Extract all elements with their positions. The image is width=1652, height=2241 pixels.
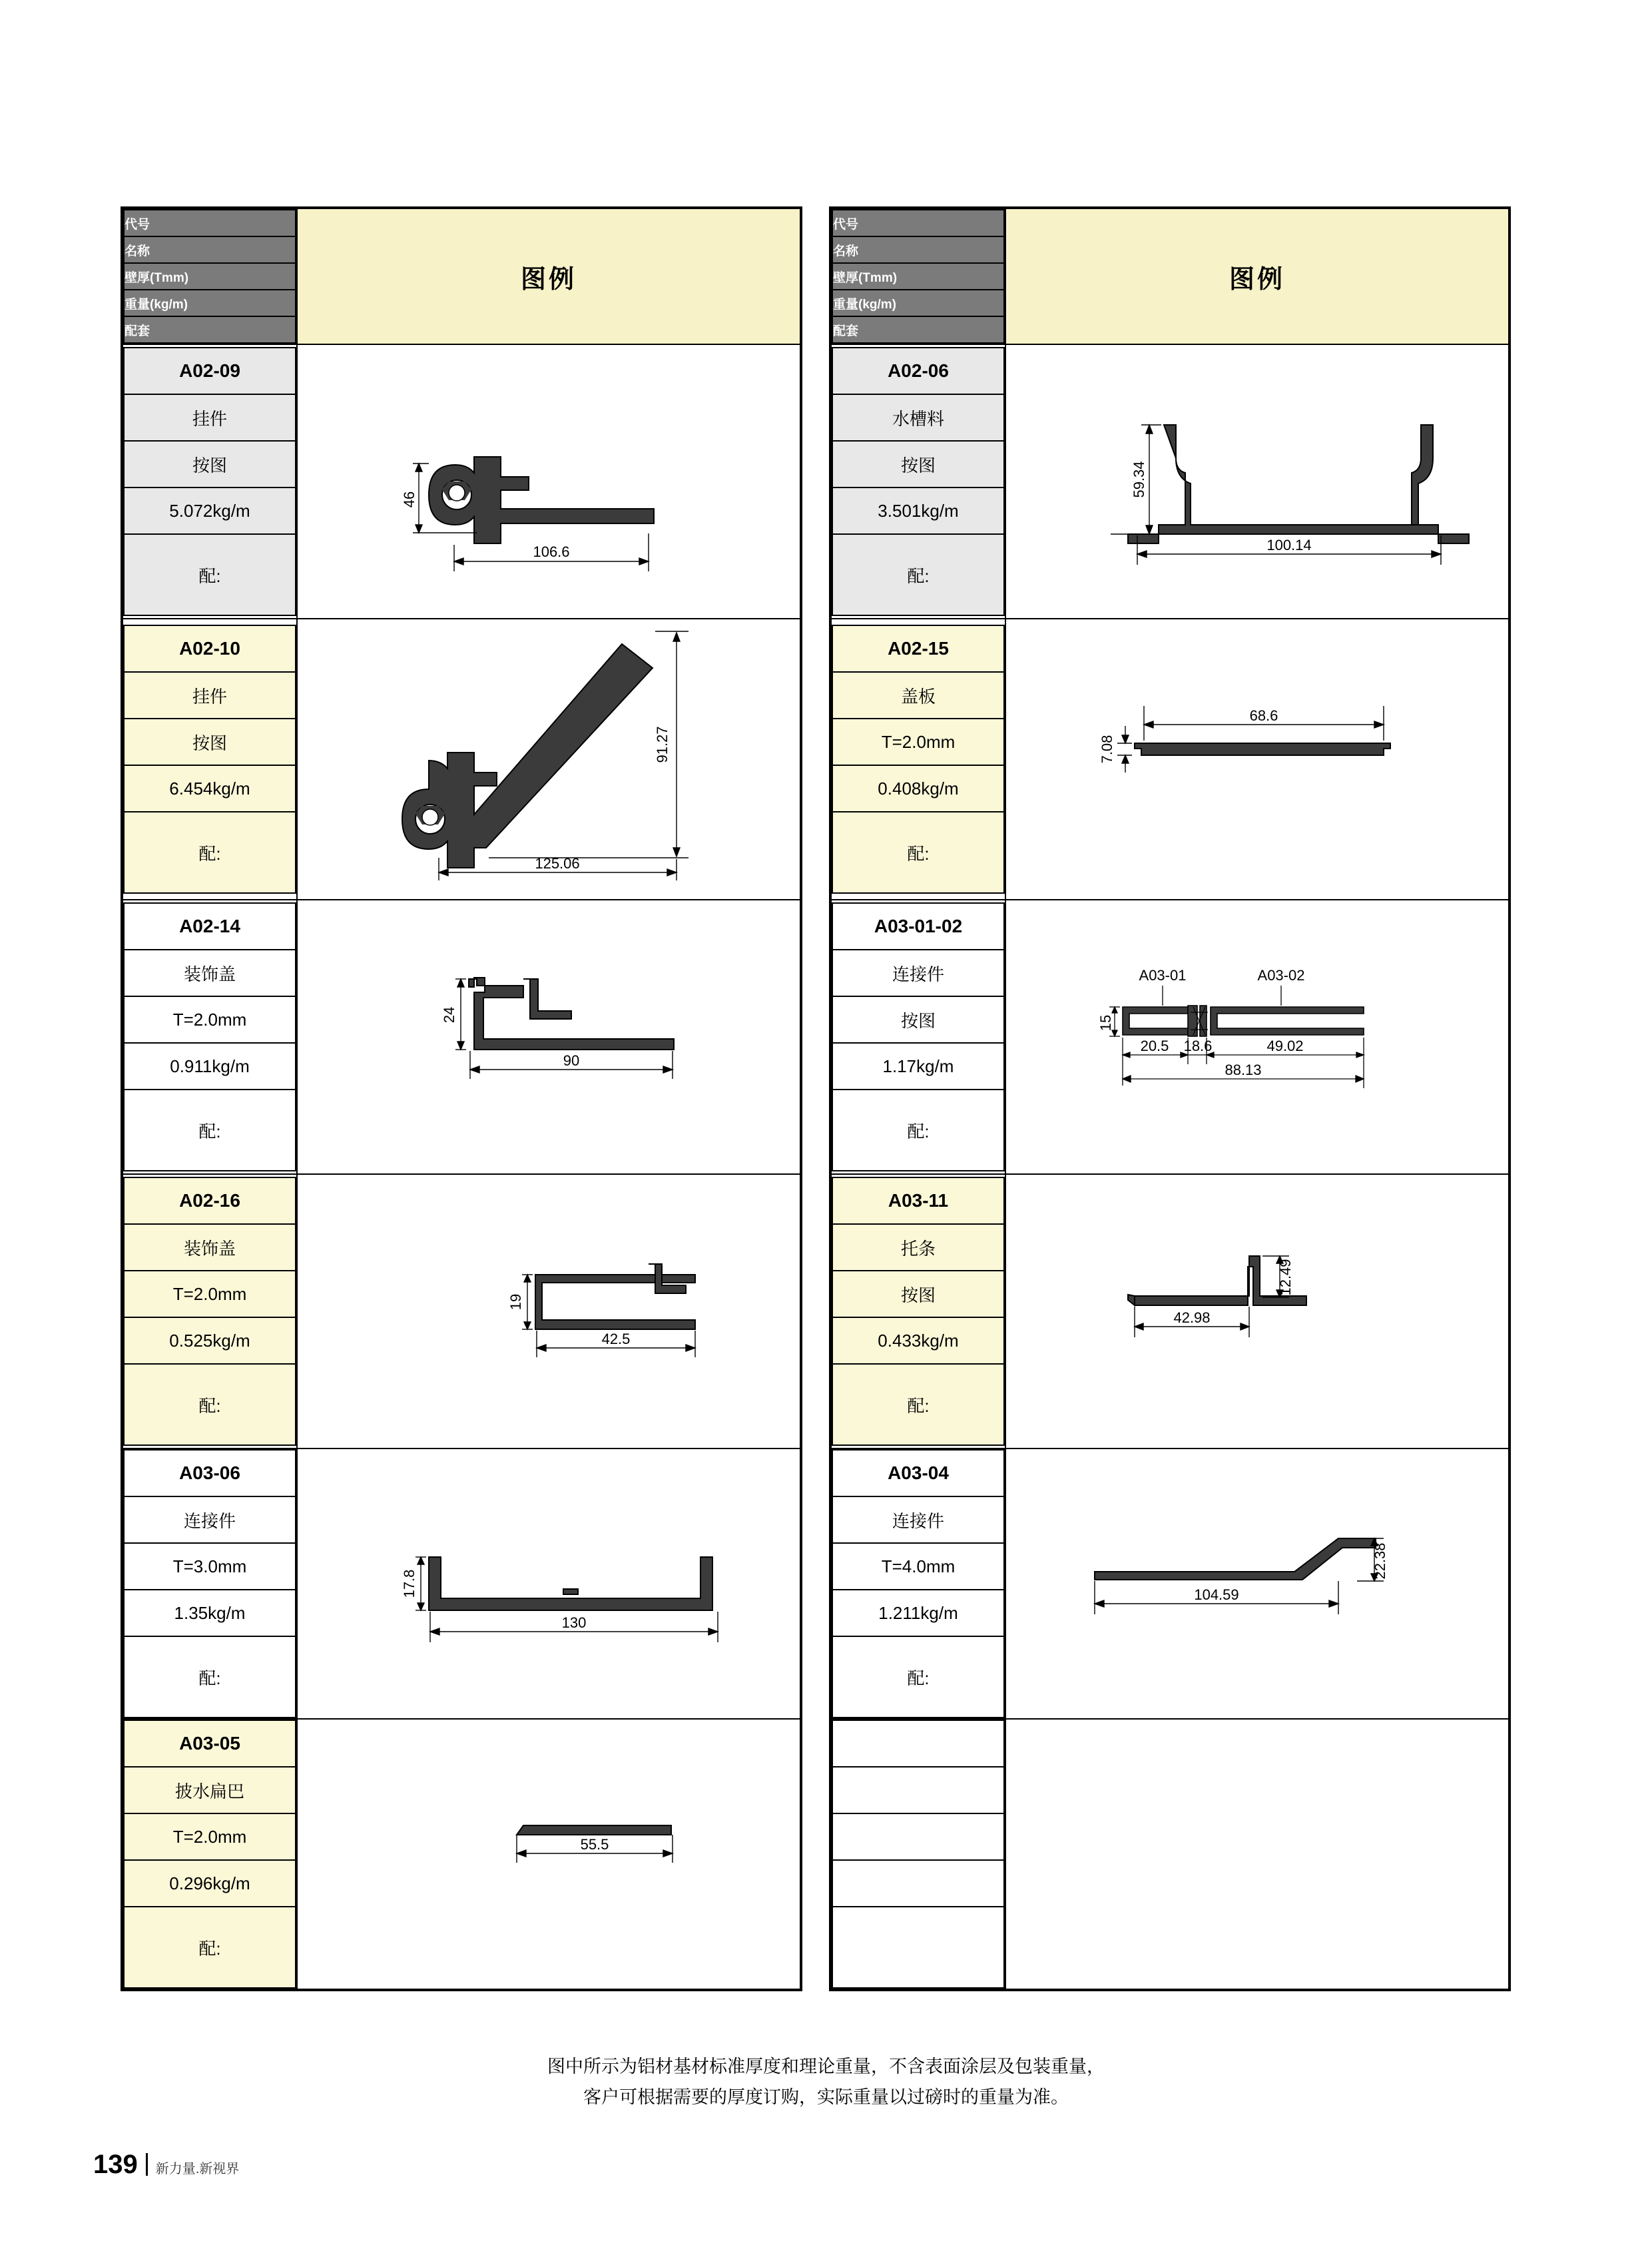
dimension-label: 106.6 [533,543,570,560]
dimension-label: 55.5 [580,1836,609,1853]
product-weight: 6.454kg/m [124,765,296,812]
product-drawing-a03-05 [297,1719,800,1989]
product-match: 配: [832,812,1004,893]
dimension-label: 12.49 [1277,1259,1294,1296]
product-weight: 1.211kg/m [832,1590,1004,1636]
product-thickness: 按图 [124,719,296,765]
table-row [123,1448,800,1719]
product-name: 盖板 [832,672,1004,719]
product-thickness: 按图 [832,441,1004,487]
product-match: 配: [124,1090,296,1171]
product-thickness: T=2.0mm [832,719,1004,765]
dimension-label: 91.27 [654,726,671,763]
product-weight: 5.072kg/m [124,487,296,534]
footnote-line-1: 图中所示为铝材基材标准厚度和理论重量，不含表面涂层及包装重量， [547,2057,1105,2077]
product-code [832,1720,1004,1767]
dimension-label: 59.34 [1131,461,1147,498]
product-thickness: T=4.0mm [832,1543,1004,1590]
table-row [123,1174,800,1448]
dimension-label: 130 [561,1614,587,1631]
table-row-empty [831,1719,1509,1989]
product-drawing-a02-06 [1005,344,1509,619]
product-code: A03-04 [832,1450,1004,1496]
product-match: 配: [832,534,1004,615]
header-illustration-title: 图例 [297,208,800,344]
footer-brand: 新力量.新视界 [155,2162,240,2176]
product-name: 托条 [832,1224,1004,1271]
header-label-code: 代号 [124,210,296,236]
product-code: A03-01-02 [832,903,1004,950]
table-row [831,344,1509,619]
product-match [832,1907,1004,1988]
product-match: 配: [124,1636,296,1718]
product-name: 挂件 [124,394,296,441]
table-row [123,344,800,619]
header-label-weight: 重量(kg/m) [832,290,1004,316]
product-weight: 1.35kg/m [124,1590,296,1636]
dimension-label: 104.59 [1194,1586,1239,1603]
product-name: 水槽料 [832,394,1004,441]
table-row [123,900,800,1174]
page-footer [93,2150,239,2180]
table-row [831,619,1509,900]
catalog-column-left [121,206,802,1991]
header-label-name: 名称 [124,236,296,263]
product-code: A02-06 [832,348,1004,394]
header-label-weight: 重量(kg/m) [124,290,296,316]
dimension-label: 68.6 [1249,707,1278,724]
header-label-code: 代号 [832,210,1004,236]
product-name: 披水扁巴 [124,1767,296,1813]
product-match: 配: [832,1636,1004,1718]
callout-label: A03-02 [1257,967,1305,984]
product-weight: 0.525kg/m [124,1317,296,1364]
product-weight: 1.17kg/m [832,1043,1004,1090]
product-match: 配: [124,1907,296,1988]
dimension-label: 46 [401,491,417,508]
product-match: 配: [832,1090,1004,1171]
product-drawing-a02-14 [297,900,800,1174]
table-row [123,1719,800,1989]
dimension-label: 42.98 [1173,1309,1211,1326]
dimension-label: 22.38 [1372,1542,1388,1580]
product-weight: 0.296kg/m [124,1860,296,1907]
product-drawing-a03-11 [1005,1174,1509,1448]
product-drawing-a02-15 [1005,619,1509,900]
product-weight: 0.408kg/m [832,765,1004,812]
catalog-column-right [829,206,1511,1991]
product-drawing-a03-01-02 [1005,900,1509,1174]
product-weight: 3.501kg/m [832,487,1004,534]
dimension-label: 20.5 [1140,1038,1169,1054]
table-row [831,1448,1509,1719]
dimension-label: 90 [563,1052,580,1069]
header-label-match: 配套 [832,316,1004,343]
product-weight: 0.911kg/m [124,1043,296,1090]
product-code: A02-16 [124,1177,296,1224]
product-code: A02-14 [124,903,296,950]
product-code: A02-09 [124,348,296,394]
dimension-label: 7.08 [1099,735,1115,764]
table-row [123,619,800,900]
product-code: A03-06 [124,1450,296,1496]
product-match: 配: [832,1364,1004,1445]
product-code: A03-05 [124,1720,296,1767]
product-drawing-a02-10 [297,619,800,900]
header-illustration-title: 图例 [1005,208,1509,344]
product-code: A03-11 [832,1177,1004,1224]
product-thickness: 按图 [832,1271,1004,1317]
table-row [831,1174,1509,1448]
footnote-line-2: 客户可根据需要的厚度订购，实际重量以过磅时的重量为准。 [583,2087,1069,2107]
product-thickness: T=2.0mm [124,1271,296,1317]
product-code: A02-10 [124,625,296,672]
product-name: 连接件 [832,950,1004,996]
product-drawing-a02-09 [297,344,800,619]
catalog-columns [121,206,1511,1991]
callout-label: A03-01 [1139,967,1187,984]
product-match: 配: [124,534,296,615]
product-thickness: T=3.0mm [124,1543,296,1590]
table-header-row [831,208,1509,344]
product-name: 挂件 [124,672,296,719]
dimension-label: 100.14 [1266,537,1312,553]
dimension-label: 15 [1097,1014,1114,1032]
dimension-label: 88.13 [1225,1062,1262,1078]
product-weight: 0.433kg/m [832,1317,1004,1364]
product-match: 配: [124,812,296,893]
product-drawing-a02-16 [297,1174,800,1448]
product-thickness: 按图 [832,996,1004,1043]
dimension-label: 125.06 [535,855,580,872]
dimension-label: 24 [441,1006,457,1024]
dimension-label: 42.5 [601,1331,631,1347]
product-match: 配: [124,1364,296,1445]
page-number: 139 [93,2150,138,2179]
table-row [831,900,1509,1174]
product-code: A02-15 [832,625,1004,672]
product-name: 装饰盖 [124,1224,296,1271]
dimension-label: 18.6 [1183,1038,1213,1054]
product-name: 装饰盖 [124,950,296,996]
product-weight [832,1860,1004,1907]
product-thickness: T=2.0mm [124,1813,296,1860]
header-label-name: 名称 [832,236,1004,263]
header-label-match: 配套 [124,316,296,343]
footnote [0,2051,1652,2112]
product-drawing-empty [1005,1719,1509,1989]
dimension-label: 19 [507,1293,524,1311]
table-header-row [123,208,800,344]
product-name [832,1767,1004,1813]
product-name: 连接件 [832,1496,1004,1543]
footer-divider [146,2153,148,2176]
header-label-thickness: 壁厚(Tmm) [124,263,296,290]
header-label-thickness: 壁厚(Tmm) [832,263,1004,290]
product-thickness [832,1813,1004,1860]
product-name: 连接件 [124,1496,296,1543]
product-thickness: 按图 [124,441,296,487]
product-drawing-a03-04 [1005,1448,1509,1719]
product-drawing-a03-06 [297,1448,800,1719]
dimension-label: 17.8 [401,1569,417,1598]
dimension-label: 49.02 [1266,1038,1304,1054]
product-thickness: T=2.0mm [124,996,296,1043]
